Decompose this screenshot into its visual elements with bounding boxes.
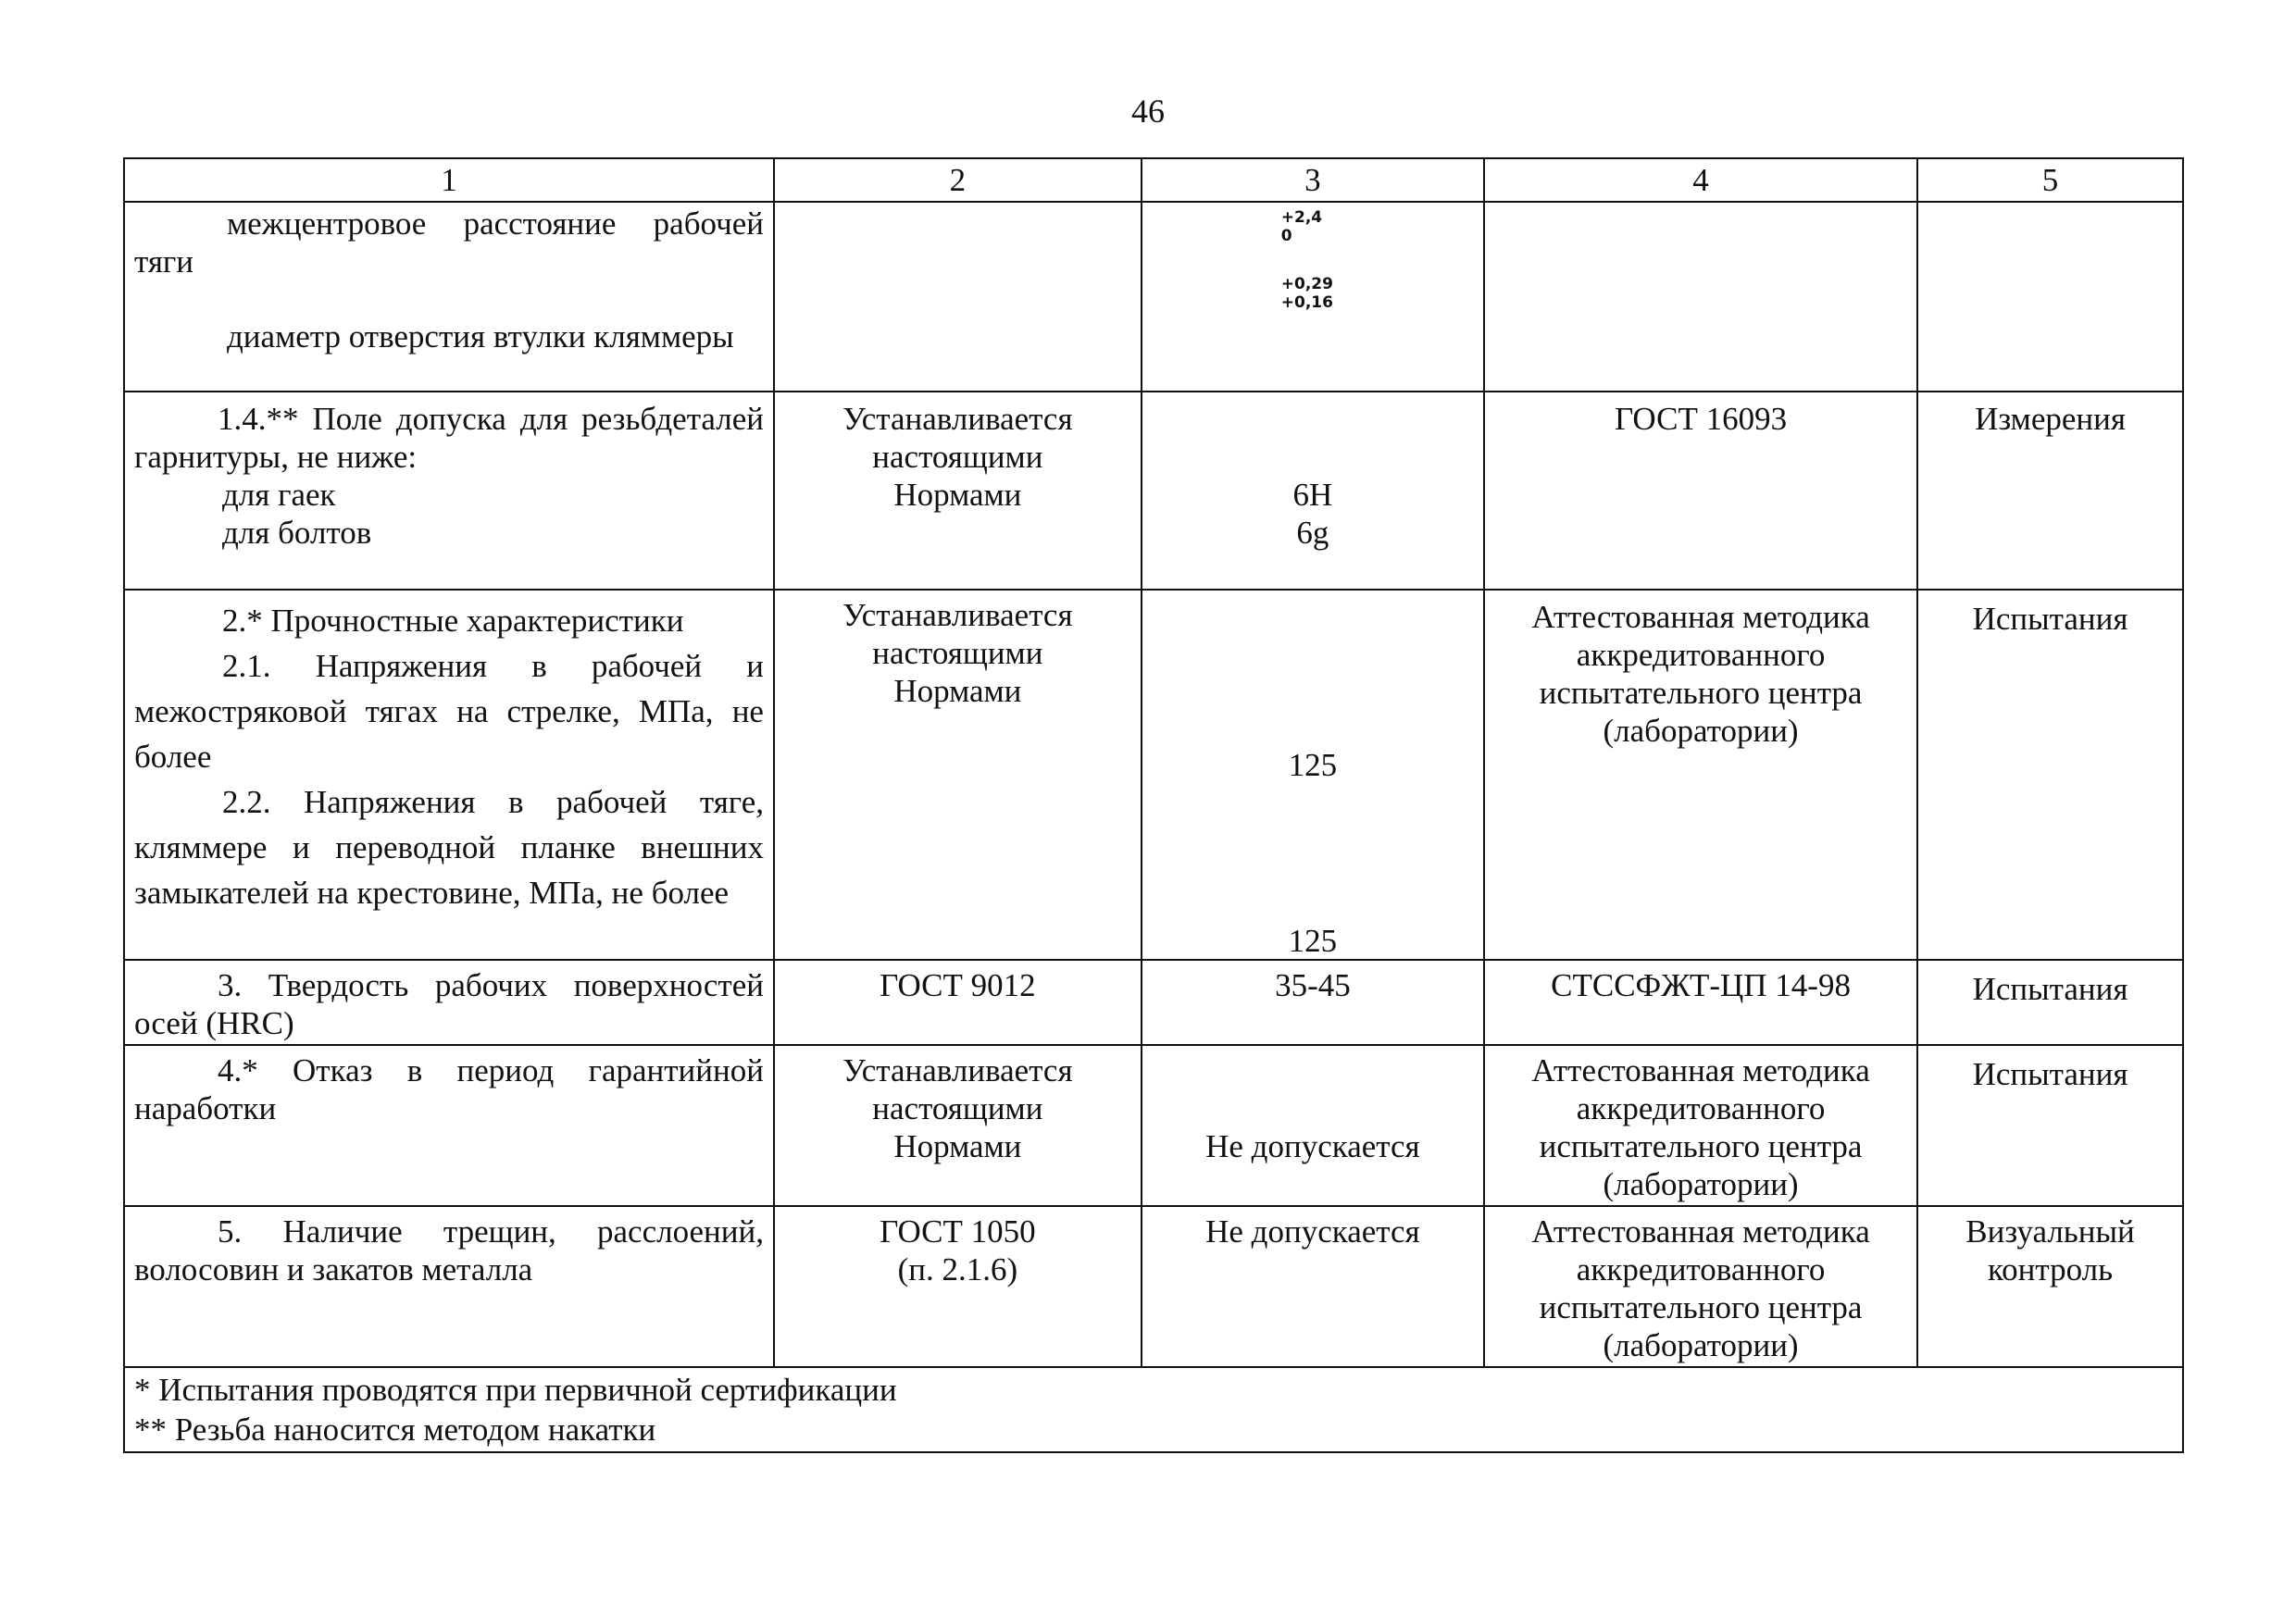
row-2-col-5: Испытания [1917,590,2183,960]
col4-line: Аттестованная методика [1531,599,1870,635]
col5-line: контроль [1987,1251,2114,1287]
row-5-col-3: Не допускается [1142,1206,1484,1367]
tolerance-b-lower: +0,16 [1280,293,1333,312]
row-3-col-3: 35-45 [1142,960,1484,1045]
col4-line: испытательного центра [1539,1289,1863,1325]
page-number: 46 [1131,93,1165,130]
row-3-col-5: Испытания [1917,960,2183,1045]
value-2-2: 125 [1288,923,1338,959]
row-5-col-4 [1484,1206,1917,1367]
col2-line: Нормами [893,1128,1022,1164]
col2-line: настоящими [872,635,1043,671]
row-4-col-3 [1142,1045,1484,1206]
tolerance-a-upper: +2,4 [1280,208,1323,227]
col2-line: Нормами [893,477,1022,513]
row-clearance-col-3 [1142,202,1484,392]
col4-line: аккредитованного [1576,1090,1826,1126]
row-3-col-4: СТССФЖТ-ЦП 14-98 [1484,960,1917,1045]
row-5-col-2 [774,1206,1142,1367]
col2-line: ГОСТ 1050 [880,1213,1036,1250]
nuts-value: 6H [1292,477,1333,513]
row-2-title: 2.* Прочностные характеристики [222,603,684,639]
row-clearance-col-5 [1917,202,2183,392]
footnote-row [124,1367,2183,1452]
tolerance-a-lower: 0 [1280,227,1292,245]
col4-line: испытательного центра [1539,675,1863,711]
col4-line: Аттестованная методика [1531,1213,1870,1250]
col4-line: (лаборатории) [1603,713,1799,749]
header-col-2: 2 [774,158,1142,202]
table-row [124,960,2183,1045]
table-row [124,1206,2183,1367]
header-row [124,158,2183,202]
header-col-5: 5 [1917,158,2183,202]
clearance-item-b: диаметр отверстия втулки кляммеры [227,318,734,354]
col2-line: (п. 2.1.6) [897,1251,1018,1287]
row-4-title: 4.* Отказ в период гарантийной наработки [134,1052,764,1126]
clearance-item-a: межцентровое расстояние рабочей тяги [134,205,764,280]
footnote-2: ** Резьба наносится методом накатки [134,1412,656,1448]
row-4-value: Не допускается [1205,1128,1420,1164]
table-row [124,392,2183,590]
col2-line: настоящими [872,439,1043,475]
row-3-title: 3. Твердость рабочих поверхностей осей (HRC) [134,967,764,1041]
col4-line: аккредитованного [1576,1251,1826,1287]
row-5-col-5 [1917,1206,2183,1367]
col4-line: (лаборатории) [1603,1327,1799,1363]
col4-line: испытательного центра [1539,1128,1863,1164]
row-1-4-bolts: для болтов [222,515,372,551]
bolts-value: 6g [1296,515,1329,551]
tolerance-b-upper: +0,29 [1280,275,1333,293]
row-clearance-col-4 [1484,202,1917,392]
row-2-item-2-1: 2.1. Напряжения в рабочей и межостряковой тягах на стрелке, МПа, не более [134,648,764,775]
row-4-col-4 [1484,1045,1917,1206]
row-clearance-col-2 [774,202,1142,392]
col4-line: аккредитованного [1576,637,1826,673]
row-3-col-2: ГОСТ 9012 [774,960,1142,1045]
header-col-4: 4 [1484,158,1917,202]
table-row [124,202,2183,392]
row-1-4-title: 1.4.** Поле допуска для резьбдеталей гарнитуры, не ниже: [134,401,764,475]
col4-line: (лаборатории) [1603,1166,1799,1202]
row-1-4-col-4: ГОСТ 16093 [1484,392,1917,590]
row-1-4-col-2 [774,392,1142,590]
row-2-col-4 [1484,590,1917,960]
row-5-col-1 [124,1206,774,1367]
row-1-4-nuts: для гаек [222,477,336,513]
col5-line: Визуальный [1965,1213,2135,1250]
row-4-col-1 [124,1045,774,1206]
col2-line: Устанавливается [842,1052,1073,1088]
row-1-4-col-1 [124,392,774,590]
col2-line: Устанавливается [842,597,1073,633]
table-row [124,590,2183,960]
footnote-1: * Испытания проводятся при первичной сертификации [134,1372,897,1408]
col2-line: настоящими [872,1090,1043,1126]
col2-line: Устанавливается [842,401,1073,437]
row-4-col-2 [774,1045,1142,1206]
header-col-3: 3 [1142,158,1484,202]
row-1-4-col-3 [1142,392,1484,590]
row-clearance-col-1 [124,202,774,392]
col2-line: Нормами [893,673,1022,709]
table-row [124,1045,2183,1206]
row-2-col-1 [124,590,774,960]
row-2-col-3 [1142,590,1484,960]
row-2-item-2-2: 2.2. Напряжения в рабочей тяге, кляммере и переводной планке внешних замыкателей на крестовине, МПа, не более [134,784,764,911]
header-col-1: 1 [124,158,774,202]
footnotes [124,1367,2183,1452]
row-3-col-1 [124,960,774,1045]
row-2-col-2 [774,590,1142,960]
row-4-col-5: Испытания [1917,1045,2183,1206]
specification-table [123,157,2184,1453]
row-1-4-col-5: Измерения [1917,392,2183,590]
value-2-1: 125 [1288,747,1338,783]
col4-line: Аттестованная методика [1531,1052,1870,1088]
row-5-title: 5. Наличие трещин, расслоений, волосовин и закатов металла [134,1213,764,1287]
